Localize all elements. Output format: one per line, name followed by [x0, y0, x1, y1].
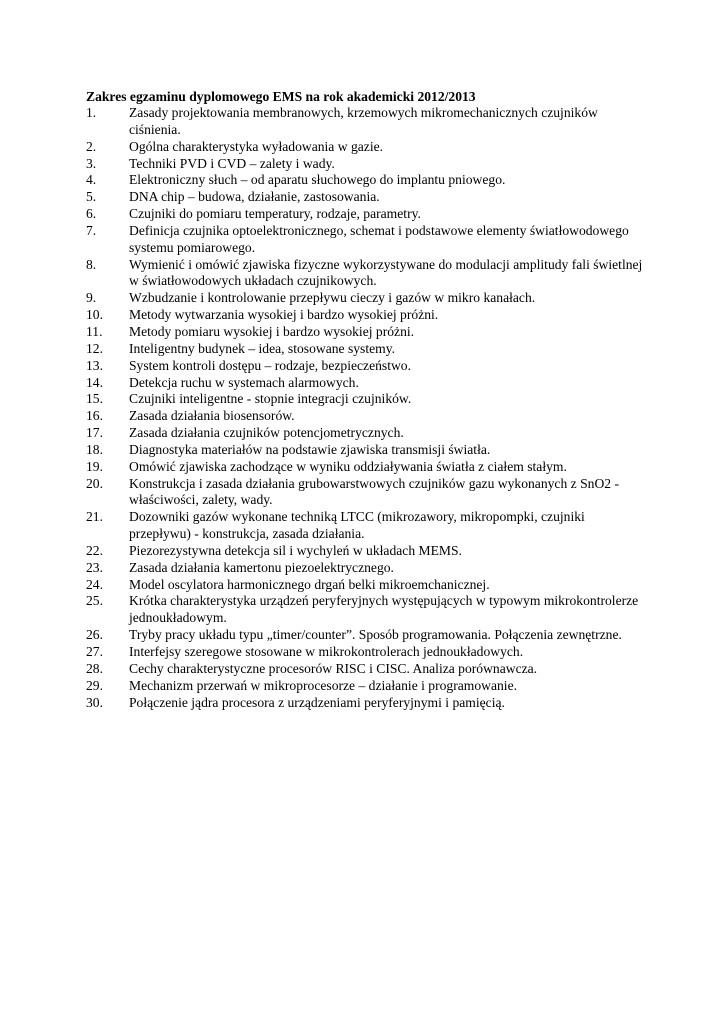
list-item — [86, 307, 646, 324]
item-text: Połączenie jądra procesora z urządzeniami peryferyjnymi i pamięcią. — [129, 694, 505, 710]
exam-topics-list — [86, 105, 646, 711]
item-number: 2. — [86, 138, 97, 154]
item-number: 9. — [86, 290, 97, 306]
list-item — [86, 375, 646, 392]
list-item — [86, 172, 646, 189]
list-item — [86, 408, 646, 425]
item-text: Model oscylatora harmonicznego drgań belki mikroemchanicznej. — [129, 576, 490, 592]
item-text: Konstrukcja i zasada działania grubowarstwowych czujników gazu wykonanych z SnO2 - właściwości, zalety, wady. — [129, 475, 619, 508]
list-item — [86, 105, 646, 139]
item-text: Metody pomiaru wysokiej i bardzo wysokiej próżni. — [129, 323, 415, 339]
item-number: 7. — [86, 222, 97, 238]
item-text: Metody wytwarzania wysokiej i bardzo wysokiej próżni. — [129, 307, 439, 323]
item-text: Mechanizm przerwań w mikroprocesorze – działanie i programowanie. — [129, 677, 518, 693]
item-text: Zasada działania kamertonu piezoelektrycznego. — [129, 559, 394, 575]
item-text: Elektroniczny słuch – od aparatu słuchowego do implantu pniowego. — [129, 172, 506, 188]
list-item — [86, 156, 646, 173]
item-number: 8. — [86, 256, 97, 272]
list-item — [86, 206, 646, 223]
item-text: Ogólna charakterystyka wyładowania w gazie. — [129, 138, 384, 154]
list-item — [86, 678, 646, 695]
item-number: 17. — [86, 425, 103, 441]
list-item — [86, 560, 646, 577]
item-text: Zasada działania biosensorów. — [129, 408, 295, 424]
item-number: 15. — [86, 391, 103, 407]
item-text: Wzbudzanie i kontrolowanie przepływu cieczy i gazów w mikro kanałach. — [129, 290, 536, 306]
list-item — [86, 661, 646, 678]
item-text: Detekcja ruchu w systemach alarmowych. — [129, 374, 359, 390]
list-item — [86, 593, 646, 627]
item-text: Czujniki inteligentne - stopnie integracji czujników. — [129, 391, 412, 407]
list-item — [86, 139, 646, 156]
list-item — [86, 543, 646, 560]
item-text: Czujniki do pomiaru temperatury, rodzaje, parametry. — [129, 206, 421, 222]
item-number: 22. — [86, 542, 103, 558]
document-title: Zakres egzaminu dyplomowego EMS na rok akademicki 2012/2013 — [86, 89, 476, 104]
list-item — [86, 391, 646, 408]
item-text: System kontroli dostępu – rodzaje, bezpieczeństwo. — [129, 357, 411, 373]
item-text: Cechy charakterystyczne procesorów RISC i CISC. Analiza porównawcza. — [129, 660, 538, 676]
list-item — [86, 627, 646, 644]
item-text: Dozowniki gazów wykonane techniką LTCC (mikrozawory, mikropompki, czujniki przepływu) - konstrukcja, zasada działania. — [129, 509, 585, 542]
item-text: Omówić zjawiska zachodzące w wyniku oddziaływania światła z ciałem stałym. — [129, 458, 567, 474]
item-text: Interfejsy szeregowe stosowane w mikrokontrolerach jednoukładowych. — [129, 644, 524, 659]
list-item — [86, 358, 646, 375]
item-text: Piezorezystywna detekcja sil i wychyleń w układach MEMS. — [129, 542, 462, 558]
list-item — [86, 341, 646, 358]
item-text: Zasady projektowania membranowych, krzemowych mikromechanicznych czujników ciśnienia. — [129, 105, 598, 137]
list-item — [86, 459, 646, 476]
item-number: 27. — [86, 644, 103, 659]
item-number: 14. — [86, 374, 103, 390]
item-number: 18. — [86, 441, 103, 457]
list-item — [86, 324, 646, 341]
item-number: 1. — [86, 105, 97, 120]
item-text: Inteligentny budynek – idea, stosowane systemy. — [129, 340, 396, 356]
item-number: 11. — [86, 323, 103, 339]
list-item — [86, 509, 646, 543]
item-number: 24. — [86, 576, 103, 592]
item-number: 20. — [86, 475, 103, 491]
list-item — [86, 442, 646, 459]
item-text: Krótka charakterystyka urządzeń peryferyjnych występujących w typowym mikrokontrolerze jednoukładowym. — [129, 593, 639, 626]
item-text: Diagnostyka materiałów na podstawie zjawiska transmisji światła. — [129, 441, 491, 457]
item-text: Definicja czujnika optoelektronicznego, schemat i podstawowe elementy światłowodowego systemu pomiarowego. — [129, 222, 629, 255]
item-number: 30. — [86, 694, 103, 710]
item-number: 5. — [86, 189, 97, 205]
document-page — [86, 88, 646, 711]
item-text: Tryby pracy układu typu „timer/counter”. Sposób programowania. Połączenia zewnętrzne. — [129, 627, 622, 643]
item-number: 12. — [86, 340, 103, 356]
list-item — [86, 223, 646, 257]
item-number: 23. — [86, 559, 103, 575]
item-number: 28. — [86, 660, 103, 676]
item-text: Zasada działania czujników potencjometrycznych. — [129, 425, 404, 441]
item-number: 25. — [86, 593, 103, 609]
item-number: 29. — [86, 677, 103, 693]
item-number: 26. — [86, 627, 103, 643]
item-number: 19. — [86, 458, 103, 474]
item-number: 3. — [86, 155, 97, 171]
item-text: DNA chip – budowa, działanie, zastosowania. — [129, 189, 380, 205]
list-item — [86, 425, 646, 442]
item-text: Techniki PVD i CVD – zalety i wady. — [129, 155, 335, 171]
list-item — [86, 476, 646, 510]
list-item — [86, 257, 646, 291]
list-item — [86, 644, 646, 661]
list-item — [86, 695, 646, 712]
item-number: 6. — [86, 206, 97, 222]
item-number: 10. — [86, 307, 103, 323]
list-item — [86, 189, 646, 206]
item-number: 4. — [86, 172, 97, 188]
list-item — [86, 290, 646, 307]
item-number: 13. — [86, 357, 103, 373]
list-item — [86, 577, 646, 594]
item-text: Wymienić i omówić zjawiska fizyczne wykorzystywane do modulacji amplitudy fali świetlnej w światłowodowych układach czujnikowych. — [129, 256, 643, 289]
item-number: 21. — [86, 509, 103, 525]
item-number: 16. — [86, 408, 103, 424]
